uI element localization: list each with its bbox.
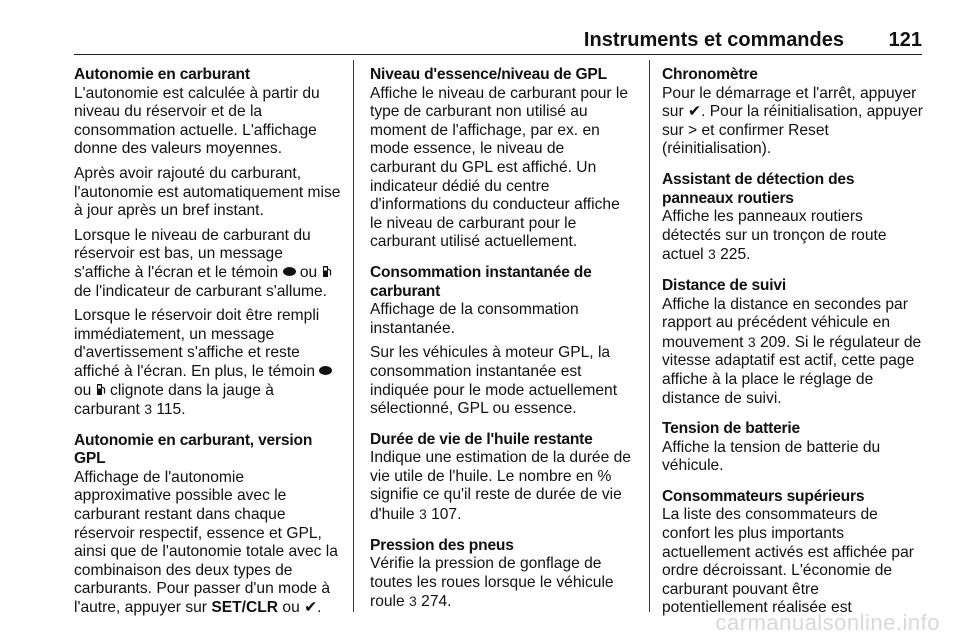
text: . Pour la réinitialisation, appuyer sur — [662, 103, 923, 139]
paragraph — [74, 307, 342, 420]
section-heading: Consommateurs supérieurs — [662, 487, 865, 505]
section-heading: Assistant de détection des panneaux routiers — [662, 170, 855, 207]
text: Lorsque le niveau de carburant du réservoir est bas, un message s'affiche à l'écran et le témoin — [74, 226, 311, 281]
check-icon: ✔ — [688, 103, 702, 121]
page-reference[interactable] — [708, 246, 751, 263]
ref-page: 225. — [720, 246, 751, 264]
column-divider — [353, 60, 354, 612]
text: Affiche la distance en secondes par rapport au précédent véhicule en mouvement — [662, 295, 908, 351]
ref-page: 274. — [421, 593, 452, 611]
text: et confirmer Reset (réinitialisation). — [662, 121, 829, 158]
section-heading: Autonomie en carburant — [74, 66, 250, 83]
section-stopwatch — [662, 66, 926, 159]
page-title: Instruments et commandes — [583, 29, 844, 51]
paragraph: L'autonomie est calculée à partir du niveau du réservoir et de la consommation actuelle. L'affichage donne des valeurs moyennes. — [74, 84, 320, 158]
page-ref-arrow-icon: 3 — [409, 593, 417, 610]
paragraph — [662, 296, 926, 409]
section-heading: Pression des pneus — [370, 536, 514, 554]
page-reference[interactable] — [748, 334, 791, 351]
paragraph — [74, 469, 342, 618]
column-right — [662, 66, 926, 630]
column-left — [74, 66, 342, 630]
paragraph — [370, 449, 634, 524]
paragraph — [662, 208, 926, 265]
text: de l'indicateur de carburant s'allume. — [74, 282, 327, 300]
page-reference[interactable] — [144, 401, 185, 418]
chevron-right-icon: > — [688, 121, 698, 139]
text: ou — [74, 381, 96, 399]
header-rule — [74, 54, 922, 55]
section-top-consumers — [662, 488, 926, 618]
check-icon: ✔ — [304, 599, 318, 617]
paragraph: Affichage de la consommation instantanée. — [370, 301, 579, 337]
page-number: 121 — [888, 29, 922, 51]
section-instant-consumption — [370, 264, 634, 419]
section-heading: Distance de suivi — [662, 276, 786, 294]
paragraph: Après avoir rajouté du carburant, l'autonomie est automatiquement mise à jour après un bref instant. — [74, 164, 341, 220]
paragraph — [370, 555, 634, 612]
paragraph — [74, 227, 342, 301]
ref-page: 115. — [156, 401, 186, 419]
ref-page: 107. — [431, 506, 462, 524]
section-oil-life — [370, 431, 634, 525]
text: Si le régulateur de vitesse adaptatif est actif, cette page affiche à la place le réglage de distance de suivi. — [662, 333, 922, 407]
section-following-distance — [662, 277, 926, 408]
column-middle — [370, 66, 634, 624]
fuel-warning-dot-icon — [283, 267, 296, 276]
page-reference[interactable] — [419, 506, 462, 523]
paragraph: Affiche la tension de batterie du véhicule. — [662, 438, 881, 475]
section-traffic-sign — [662, 171, 926, 265]
page-header — [74, 26, 922, 54]
watermark: carmanualsonline.info — [715, 610, 940, 635]
text: Affichage de l'autonomie approximative possible avec le carburant restant dans chaque réservoir respectif, essence et GPL, ainsi que de l'autonomie totale avec la combinaison des deux types de carburants. Pour passer d'un mode à l'autre, appuyer sur — [74, 468, 338, 617]
fuel-pump-icon — [96, 383, 106, 396]
section-heading: Consommation instantanée de carburant — [370, 263, 592, 300]
ref-page: 209. — [759, 333, 791, 351]
section-fuel-range — [74, 66, 342, 420]
page-reference[interactable] — [409, 593, 452, 610]
fuel-warning-dot-icon — [319, 366, 332, 375]
text: Lorsque le réservoir doit être rempli immédiatement, un message d'avertissement s'affiche et reste affiché à l'écran. En plus, le témoin — [74, 307, 320, 380]
section-tire-pressure — [370, 537, 634, 612]
text: ou — [278, 599, 305, 617]
key-label: SET/CLR — [211, 599, 279, 617]
text: clignote dans la jauge à carburant — [74, 381, 274, 419]
text: . — [317, 599, 322, 617]
page-ref-arrow-icon: 3 — [747, 333, 756, 350]
paragraph: Affiche le niveau de carburant pour le type de carburant non utilisé au moment de l'affichage, par ex. en mode essence, le niveau de carburant du GPL est affiché. Un indicateur dédié du centre d'informations du conducteur affiche le niveau de carburant pour le carburant utilisé actuellement. — [370, 84, 629, 251]
section-heading: Niveau d'essence/niveau de GPL — [370, 66, 607, 83]
text: ou — [295, 263, 322, 281]
page-ref-arrow-icon: 3 — [707, 246, 716, 263]
section-fuel-level — [370, 66, 634, 252]
text: Vérifie la pression de gonflage de toutes les roues lorsque le véhicule roule — [370, 555, 614, 611]
text: Pour le démarrage et l'arrêt, appuyer sur — [662, 84, 917, 121]
paragraph: La liste des consommateurs de confort les plus importants actuellement activés est affichée par ordre décroissant. L'économie de carburant pouvant être potentiellement réalisée est — [662, 506, 914, 617]
section-heading: Durée de vie de l'huile restante — [370, 430, 593, 448]
section-fuel-range-lpg — [74, 432, 342, 618]
section-battery-voltage — [662, 420, 926, 476]
paragraph — [662, 85, 926, 159]
column-divider — [649, 60, 650, 612]
page-ref-arrow-icon: 3 — [144, 401, 153, 418]
fuel-pump-icon — [322, 265, 332, 278]
page-ref-arrow-icon: 3 — [418, 506, 427, 523]
section-heading: Chronomètre — [662, 66, 758, 83]
text: Indique une estimation de la durée de vie utile de l'huile. Le nombre en % signifie ce qu'il reste de durée de vie d'huile — [370, 449, 631, 524]
text: Affiche les panneaux routiers détectés sur un tronçon de route actuel — [662, 208, 887, 264]
section-heading: Autonomie en carburant, version GPL — [74, 431, 313, 468]
paragraph: Sur les véhicules à moteur GPL, la consommation instantanée est indiquée pour le mode actuellement sélectionné, GPL ou essence. — [370, 344, 618, 418]
section-heading: Tension de batterie — [662, 420, 801, 438]
